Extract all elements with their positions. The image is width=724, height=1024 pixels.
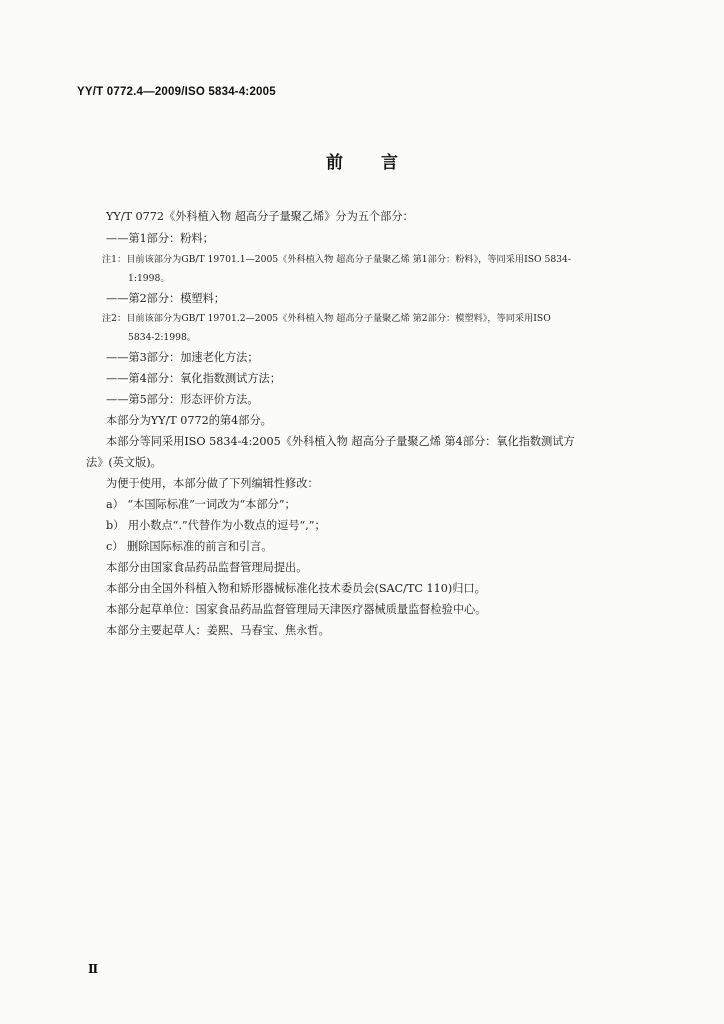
editorial-item-c: c） 删除国际标准的前言和引言。 (106, 540, 273, 553)
part-statement: 本部分为YY/T 0772的第4部分。 (106, 414, 272, 427)
note-1-continuation: 1:1998。 (128, 273, 170, 284)
page-title: 前言 (326, 153, 436, 173)
standard-number-header: YY/T 0772.4—2009/ISO 5834-4:2005 (77, 86, 276, 98)
committee-statement: 本部分由全国外科植入物和矫形器械标准化技术委员会(SAC/TC 110)归口。 (106, 582, 486, 595)
editorial-item-b: b） 用小数点“.”代替作为小数点的逗号“,”； (106, 519, 326, 532)
note-1: 注1：目前该部分为GB/T 19701.1—2005《外科植入物 超高分子量聚乙烯 第1部分：粉料》，等同采用ISO 5834- (102, 254, 571, 265)
drafting-unit-statement: 本部分起草单位：国家食品药品监督管理局天津医疗器械质量监督检验中心。 (106, 603, 487, 616)
editorial-item-a: a） “本国际标准”一词改为“本部分”； (106, 498, 296, 511)
note-2-continuation: 5834-2:1998。 (128, 332, 196, 343)
equivalence-statement: 本部分等同采用ISO 5834-4:2005《外科植入物 超高分子量聚乙烯 第4部分：氧化指数测试方 (106, 435, 575, 448)
editorial-intro: 为便于使用，本部分做了下列编辑性修改： (106, 477, 319, 490)
page-number: Ⅱ (88, 962, 99, 976)
list-item-part-4: ——第4部分：氧化指数测试方法； (106, 372, 281, 385)
list-item-part-1: ——第1部分：粉料； (106, 232, 214, 245)
intro-paragraph: YY/T 0772《外科植入物 超高分子量聚乙烯》分为五个部分： (106, 210, 414, 223)
list-item-part-5: ——第5部分：形态评价方法。 (106, 393, 259, 406)
proposer-statement: 本部分由国家食品药品监督管理局提出。 (106, 561, 308, 574)
note-2: 注2：目前该部分为GB/T 19701.2—2005《外科植入物 超高分子量聚乙烯 第2部分：模塑料》，等同采用ISO (102, 313, 551, 324)
list-item-part-2: ——第2部分：模塑料； (106, 292, 225, 305)
list-item-part-3: ——第3部分：加速老化方法； (106, 351, 259, 364)
equivalence-statement-continuation: 法》(英文版)。 (86, 456, 162, 469)
drafters-statement: 本部分主要起草人：姜熙、马春宝、焦永哲。 (106, 624, 330, 637)
